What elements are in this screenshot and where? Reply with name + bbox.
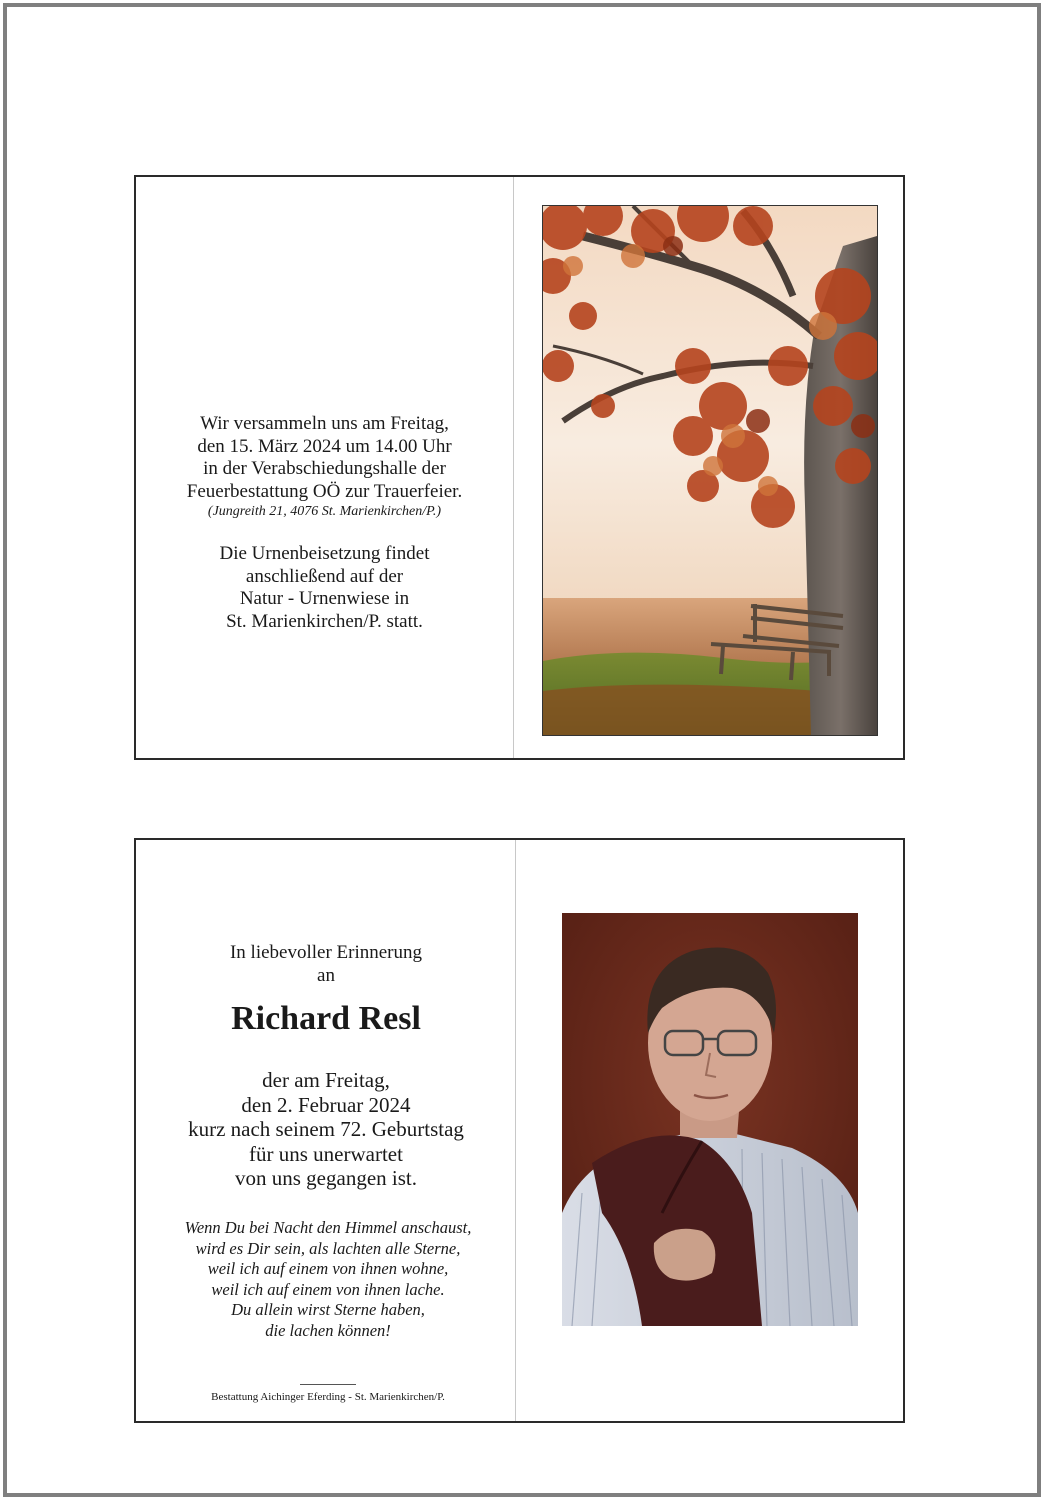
death-notice-line: den 2. Februar 2024 bbox=[241, 1092, 411, 1117]
undertaker-credit: Bestattung Aichinger Eferding - St. Marienkirchen/P. bbox=[211, 1391, 445, 1403]
death-notice-line: kurz nach seinem 72. Geburtstag bbox=[188, 1117, 464, 1141]
ceremony-address: (Jungreith 21, 4076 St. Marienkirchen/P.) bbox=[207, 504, 442, 519]
poem-line: weil ich auf einem von ihnen wohne, bbox=[207, 1259, 449, 1278]
deceased-name: Richard Resl bbox=[231, 1000, 421, 1037]
memory-line: In liebevoller Erinnerung bbox=[229, 942, 423, 963]
death-notice-line: für uns unerwartet bbox=[249, 1141, 403, 1166]
poem-line: die lachen können! bbox=[265, 1320, 391, 1340]
autumn-tree-bench-image bbox=[542, 205, 878, 736]
burial-line: Die Urnenbeisetzung findet bbox=[219, 543, 430, 564]
poem-line: Wenn Du bei Nacht den Himmel anschaust, bbox=[184, 1218, 472, 1237]
burial-line: anschließend auf der bbox=[245, 565, 404, 587]
ceremony-line: Feuerbestattung OÖ zur Trauerfeier. bbox=[186, 480, 463, 502]
poem-line: wird es Dir sein, als lachten alle Sterne, bbox=[195, 1238, 461, 1258]
card-front bbox=[134, 838, 905, 1423]
death-notice-line: der am Freitag, bbox=[262, 1068, 390, 1092]
ceremony-line: Wir versammeln uns am Freitag, bbox=[200, 413, 449, 434]
burial-line: Natur - Urnenwiese in bbox=[239, 588, 410, 609]
burial-line: St. Marienkirchen/P. statt. bbox=[226, 610, 423, 632]
ceremony-info bbox=[136, 413, 513, 521]
poem-line: Du allein wirst Sterne haben, bbox=[231, 1300, 425, 1319]
card-back bbox=[134, 175, 905, 760]
fold-line bbox=[513, 177, 514, 758]
death-notice-line: von uns gegangen ist. bbox=[235, 1166, 417, 1190]
burial-info bbox=[136, 543, 513, 633]
memory-heading bbox=[136, 942, 516, 987]
death-notice bbox=[136, 1068, 516, 1191]
ceremony-line: den 15. März 2024 um 14.00 Uhr bbox=[197, 435, 452, 457]
ceremony-line: in der Verabschiedungshalle der bbox=[203, 458, 446, 479]
poem-line: weil ich auf einem von ihnen lache. bbox=[211, 1279, 445, 1299]
memorial-poem bbox=[136, 1218, 520, 1341]
memory-line: an bbox=[317, 964, 335, 986]
footer-divider bbox=[300, 1384, 356, 1385]
portrait-photo bbox=[562, 913, 858, 1326]
